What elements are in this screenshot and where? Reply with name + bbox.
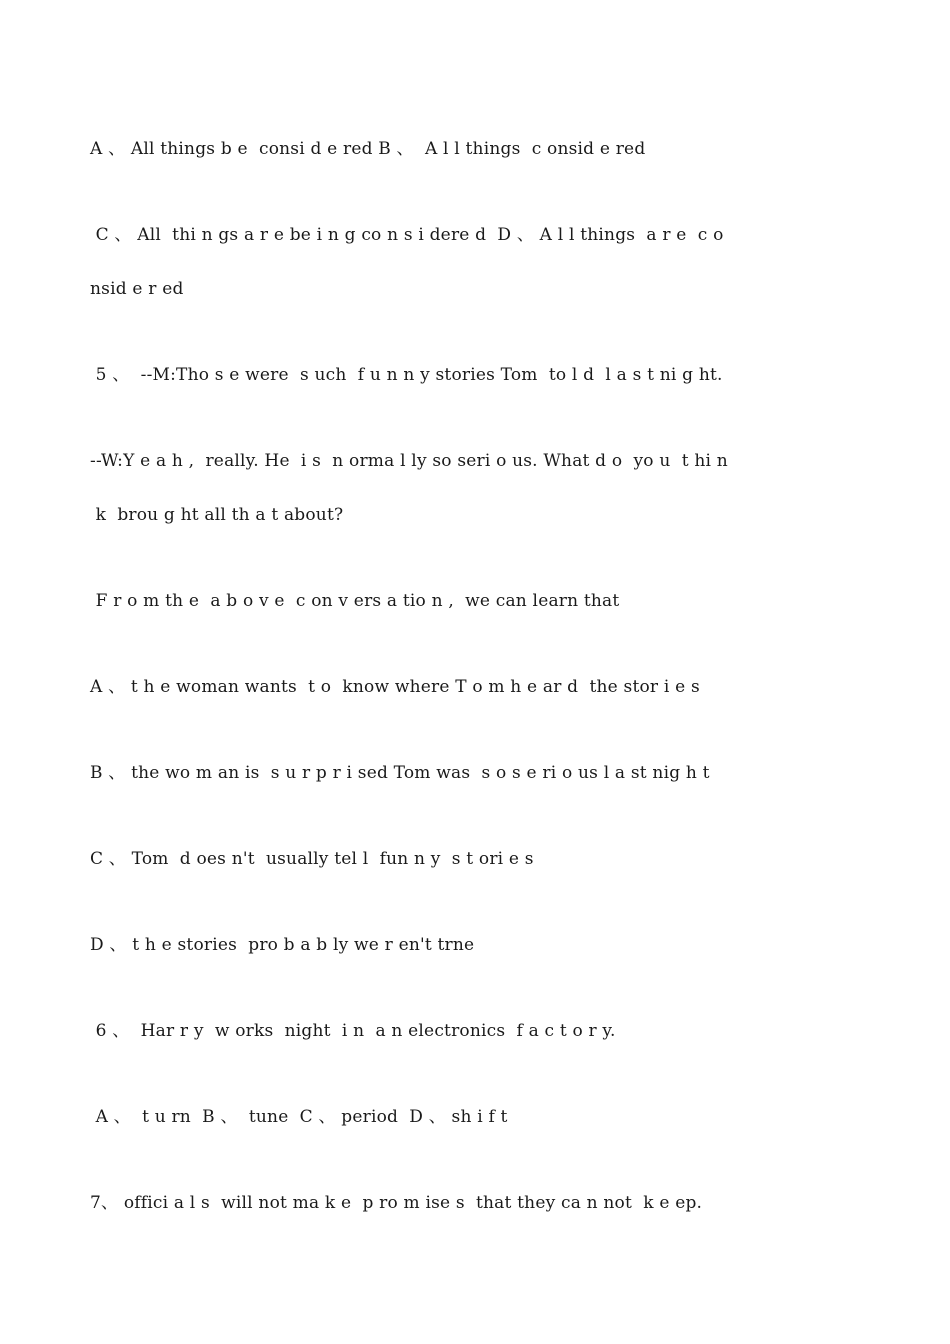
question-7-line: 7、 offici a l s will not ma k e p ro m ise s that they ca n not k e ep. xyxy=(90,1193,703,1213)
option-5c: C 、 Tom d oes n't usually tel l fun n y s t ori e s xyxy=(90,849,534,869)
option-5d: D 、 t h e stories pro b a b ly we r en't trne xyxy=(90,935,475,955)
question-5-dialogue-line: --W:Y e a h , really. He i s n orma l ly so seri o us. What d o yo u t hi n xyxy=(90,451,728,471)
option-5b: B 、 the wo m an is s u r p r i sed Tom was s o s e ri o us l a st nig h t xyxy=(90,763,710,783)
option-5a: A 、 t h e woman wants t o know where T o m h e ar d the stor i e s xyxy=(90,677,700,697)
question-5-prompt: F r o m th e a b o v e c on v ers a tio n , we can learn that xyxy=(90,591,620,611)
question-5-dialogue-continued: k brou g ht all th a t about? xyxy=(90,505,344,525)
question-6-options: A 、 t u rn B 、 tune C 、 period D 、 sh i f t xyxy=(90,1107,508,1127)
option-line-4cd: C 、 All thi n gs a r e be i n g co n s i dere d D 、 A l l things a r e c o xyxy=(90,225,724,245)
question-5-line: 5 、 --M:Tho s e were s uch f u n n y stories Tom to l d l a s t ni g ht. xyxy=(90,365,723,385)
question-6-line: 6 、 Har r y w orks night i n a n electronics f a c t o r y. xyxy=(90,1021,616,1041)
option-line-4ab: A 、 All things b e consi d e red B 、 A l l things c onsid e red xyxy=(90,139,646,159)
option-line-4d-continued: nsid e r ed xyxy=(90,279,184,299)
